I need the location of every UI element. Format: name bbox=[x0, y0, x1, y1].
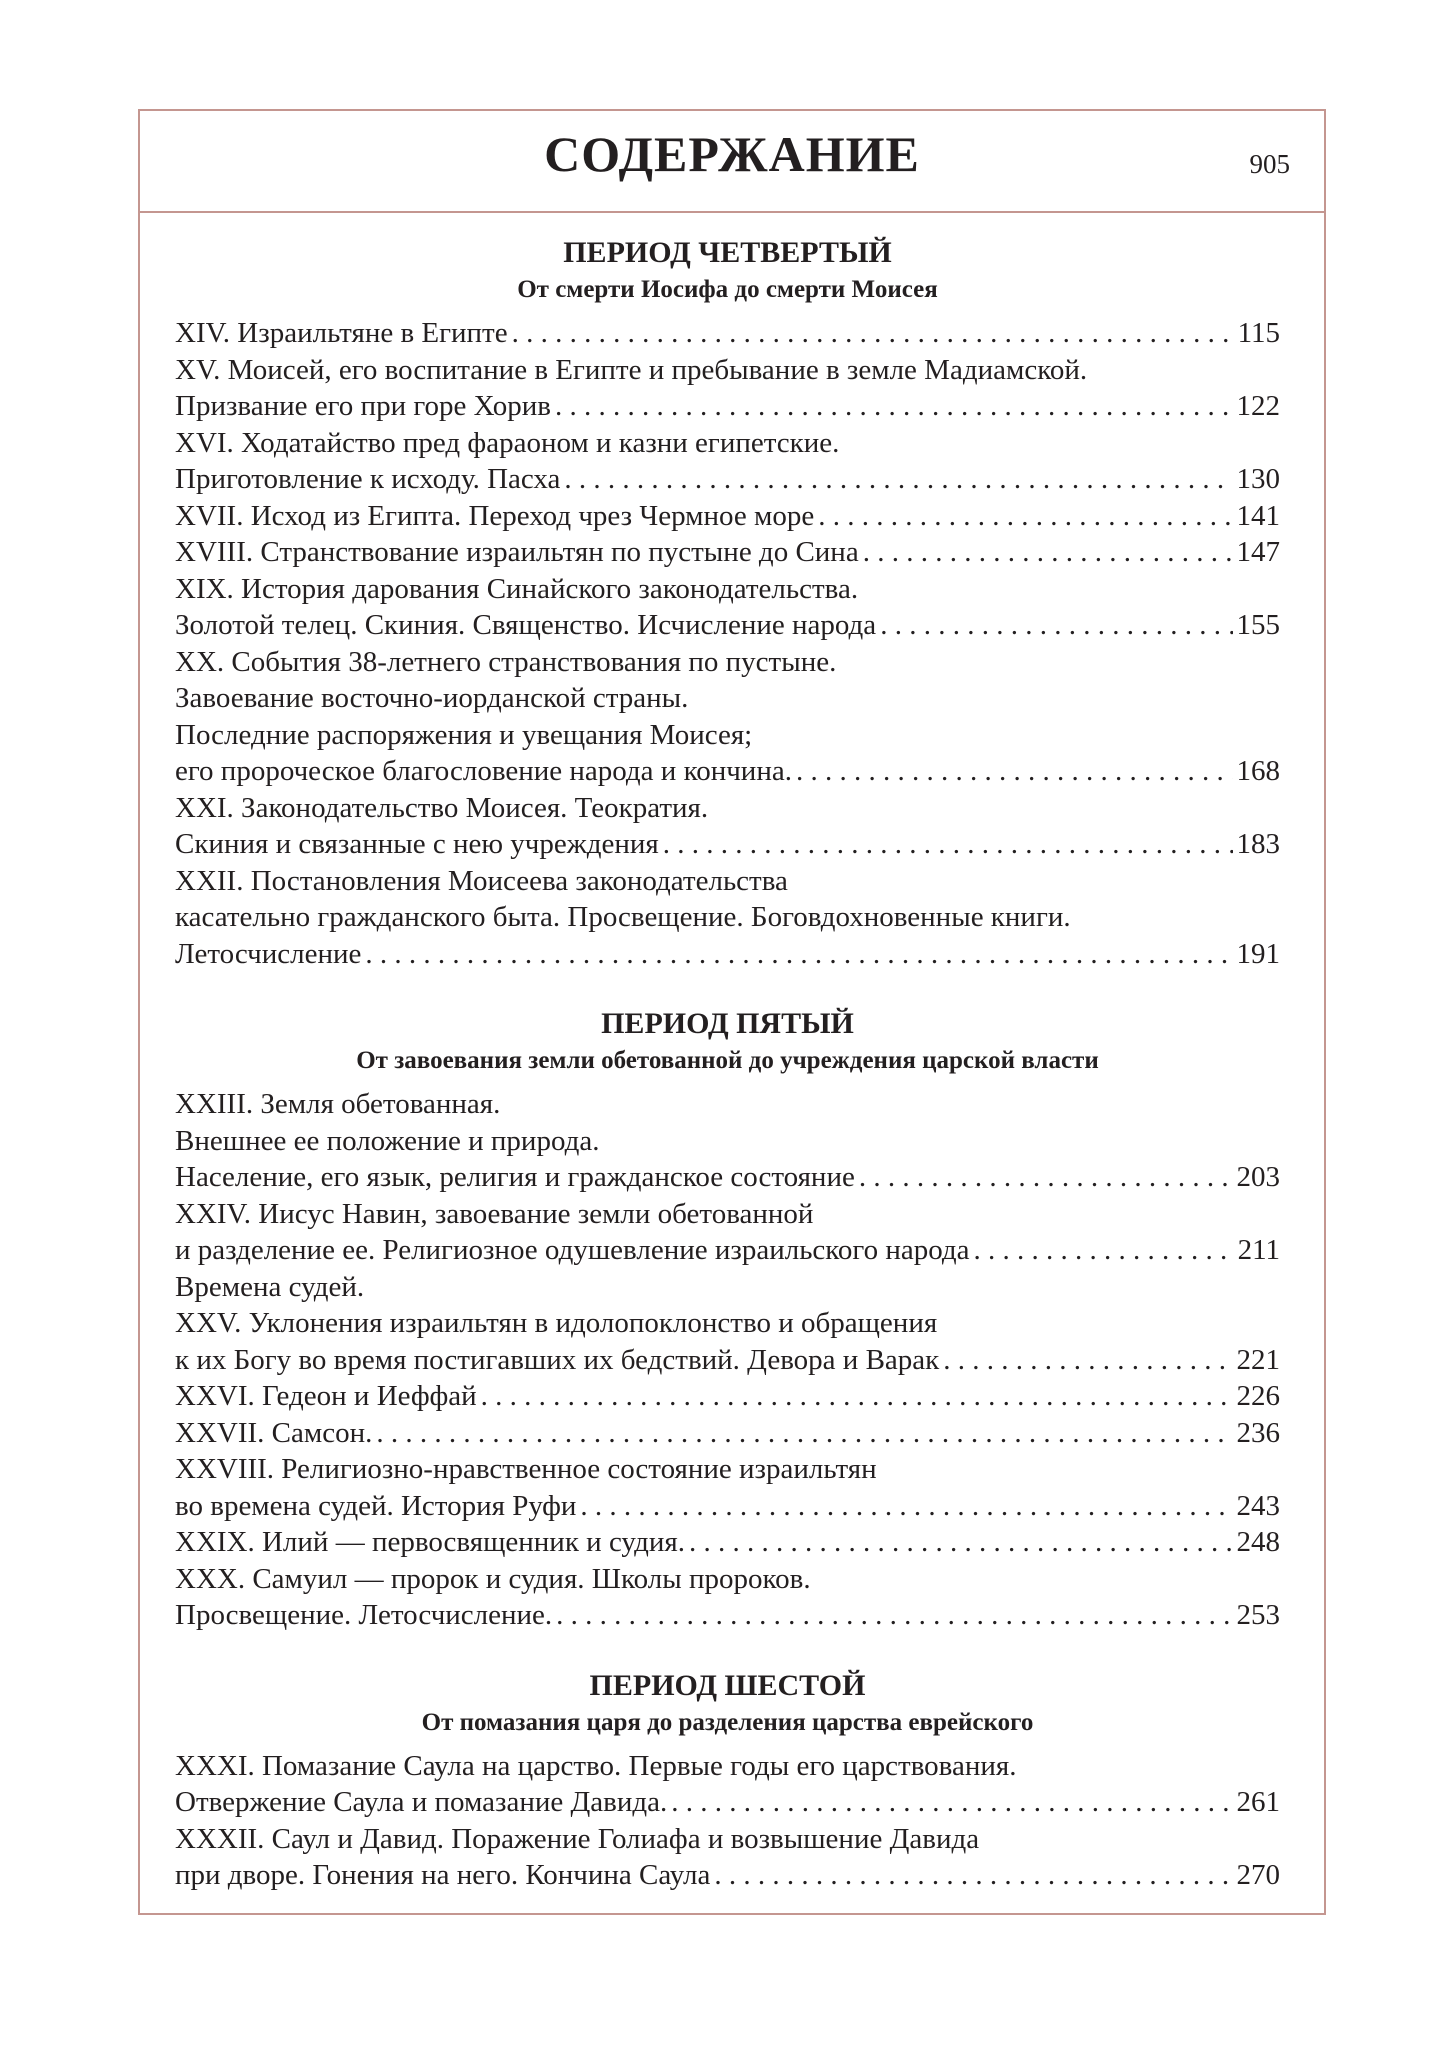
toc-line bbox=[175, 826, 1280, 863]
toc-line-text: XIV. Израильтяне в Египте bbox=[175, 317, 508, 349]
toc-line bbox=[175, 498, 1280, 535]
toc-line bbox=[175, 1488, 1280, 1525]
dot-leader bbox=[863, 534, 1233, 571]
toc-line bbox=[175, 644, 1280, 681]
toc-page-number: 226 bbox=[1236, 1380, 1280, 1412]
toc-line-text: Золотой телец. Скиния. Священство. Исчисление народа bbox=[175, 609, 877, 641]
dot-leader bbox=[974, 1232, 1234, 1269]
toc-line-text: XIX. История дарования Синайского законодательства. bbox=[175, 572, 859, 605]
toc-page-number: 248 bbox=[1236, 1526, 1280, 1558]
toc-line-text: к их Богу во время постигавших их бедствий. Девора и Варак bbox=[175, 1343, 940, 1376]
toc-line bbox=[175, 717, 1280, 754]
toc-line-text: Призвание его при горе Хорив bbox=[175, 390, 551, 422]
toc-line bbox=[175, 388, 1280, 425]
toc-line bbox=[175, 753, 1280, 790]
toc-line bbox=[175, 1196, 1280, 1233]
toc-entries bbox=[175, 1086, 1280, 1634]
toc-line-text: Отвержение Саула и помазание Давида. bbox=[175, 1786, 668, 1818]
dot-leader bbox=[943, 1342, 1232, 1379]
toc-line bbox=[175, 461, 1280, 498]
toc-line-text: XXIX. Илий — первосвященник и судия. bbox=[175, 1526, 685, 1558]
page-header bbox=[140, 111, 1324, 213]
toc-line-text: XVII. Исход из Египта. Переход чрез Чермное море bbox=[175, 499, 815, 532]
toc-line bbox=[175, 1524, 1280, 1561]
toc-line-text: Просвещение. Летосчисление. bbox=[175, 1599, 553, 1631]
period-subtitle: От завоевания земли обетованной до учреждения царской власти bbox=[356, 1047, 1099, 1074]
toc-page-number: 203 bbox=[1236, 1161, 1280, 1193]
dot-leader bbox=[365, 936, 1232, 973]
toc-line bbox=[175, 1857, 1280, 1894]
toc-line bbox=[175, 1123, 1280, 1160]
toc-line bbox=[175, 571, 1280, 608]
toc-line-text: XXVI. Гедеон и Иеффай bbox=[175, 1380, 477, 1412]
toc-line bbox=[175, 1342, 1280, 1379]
dot-leader bbox=[580, 1488, 1232, 1525]
period-heading bbox=[175, 1666, 1280, 1740]
toc-line-text: Население, его язык, религия и гражданское состояние bbox=[175, 1161, 855, 1193]
toc-line-text: XXX. Самуил — пророк и судия. Школы пророков. bbox=[175, 1562, 811, 1595]
toc-line bbox=[175, 790, 1280, 827]
period-title: ПЕРИОД ПЯТЫЙ bbox=[601, 1007, 854, 1040]
toc-line bbox=[175, 936, 1280, 973]
page-number: 905 bbox=[1249, 149, 1290, 179]
toc-line bbox=[175, 1232, 1280, 1269]
toc-line-text: XXI. Законодательство Моисея. Теократия. bbox=[175, 791, 709, 824]
toc-page-number: 270 bbox=[1236, 1859, 1280, 1891]
toc-page-number: 168 bbox=[1236, 755, 1280, 787]
dot-leader bbox=[714, 1857, 1232, 1894]
period-title: ПЕРИОД ЧЕТВЕРТЫЙ bbox=[563, 236, 892, 269]
toc-page-number: 115 bbox=[1237, 317, 1280, 349]
toc-page-number: 253 bbox=[1236, 1599, 1280, 1631]
toc-line bbox=[175, 352, 1280, 389]
period-section-sixth bbox=[175, 1666, 1280, 1894]
toc-page-number: 141 bbox=[1236, 499, 1280, 532]
period-subtitle: От смерти Иосифа до смерти Моисея bbox=[517, 276, 938, 303]
dot-leader bbox=[671, 1784, 1232, 1821]
toc-line-text: XXVII. Самсон. bbox=[175, 1416, 373, 1449]
toc-page-number: 211 bbox=[1237, 1234, 1280, 1266]
toc-line-text: XXVIII. Религиозно-нравственное состояние израильтян bbox=[175, 1453, 877, 1485]
period-title: ПЕРИОД ШЕСТОЙ bbox=[589, 1668, 866, 1702]
toc-line bbox=[175, 1269, 1280, 1306]
toc-line-text: касательно гражданского быта. Просвещение. Боговдохновенные книги. bbox=[175, 901, 1071, 933]
toc-line-text: XXIII. Земля обетованная. bbox=[175, 1088, 501, 1120]
dot-leader bbox=[796, 753, 1233, 790]
toc-line-text: XXXII. Саул и Давид. Поражение Голиафа и возвышение Давида bbox=[175, 1822, 980, 1855]
toc-page-number: 191 bbox=[1236, 937, 1280, 970]
dot-leader bbox=[689, 1524, 1233, 1561]
toc-line bbox=[175, 1561, 1280, 1598]
toc-line-text: XV. Моисей, его воспитание в Египте и пребывание в земле Мадиамской. bbox=[175, 353, 1088, 386]
toc-line-text: XXII. Постановления Моисеева законодательства bbox=[175, 864, 788, 897]
toc-line bbox=[175, 1159, 1280, 1196]
toc-page-number: 122 bbox=[1236, 390, 1280, 422]
toc-line-text: Времена судей. bbox=[175, 1270, 365, 1303]
toc-line bbox=[175, 1305, 1280, 1342]
period-subtitle: От помазания царя до разделения царства еврейского bbox=[421, 1708, 1034, 1736]
toc-line-text: Внешнее ее положение и природа. bbox=[175, 1124, 600, 1157]
toc-line-text: XX. События 38-летнего странствования по пустыне. bbox=[175, 645, 837, 678]
toc-line-text: XVI. Ходатайство пред фараоном и казни египетские. bbox=[175, 426, 840, 459]
dot-leader bbox=[556, 1597, 1232, 1634]
toc-line bbox=[175, 1821, 1280, 1858]
toc-line-text: и разделение ее. Религиозное одушевление израильского народа bbox=[175, 1234, 970, 1266]
toc-line-text: Летосчисление bbox=[175, 937, 362, 970]
toc-line-text: Последние распоряжения и увещания Моисея; bbox=[175, 718, 753, 751]
period-heading bbox=[175, 233, 1280, 307]
toc-line bbox=[175, 1784, 1280, 1821]
toc-line-text: Скиния и связанные с нею учреждения bbox=[175, 828, 659, 860]
dot-leader bbox=[663, 826, 1233, 863]
toc-line bbox=[175, 863, 1280, 900]
toc-page-number: 243 bbox=[1236, 1489, 1280, 1522]
dot-leader bbox=[555, 388, 1233, 425]
dot-leader bbox=[859, 1159, 1233, 1196]
toc-line-text: Приготовление к исходу. Пасха bbox=[175, 463, 561, 495]
toc-entries bbox=[175, 1748, 1280, 1894]
toc-page-number: 261 bbox=[1236, 1786, 1280, 1818]
dot-leader bbox=[481, 1378, 1233, 1415]
table-of-contents bbox=[140, 233, 1324, 1894]
toc-line-text: при дворе. Гонения на него. Кончина Саула bbox=[175, 1859, 711, 1891]
toc-line bbox=[175, 680, 1280, 717]
toc-line bbox=[175, 1378, 1280, 1415]
period-section-fifth bbox=[175, 1004, 1280, 1634]
dot-leader bbox=[880, 607, 1232, 644]
toc-page-number: 183 bbox=[1236, 828, 1280, 860]
toc-line bbox=[175, 534, 1280, 571]
toc-line bbox=[175, 899, 1280, 936]
period-section-fourth bbox=[175, 233, 1280, 972]
toc-page-number: 236 bbox=[1236, 1416, 1280, 1449]
toc-page-number: 221 bbox=[1236, 1343, 1280, 1376]
toc-page-number: 155 bbox=[1236, 609, 1280, 641]
toc-line bbox=[175, 1748, 1280, 1785]
toc-line-text: XXIV. Иисус Навин, завоевание земли обетованной bbox=[175, 1197, 814, 1230]
dot-leader bbox=[376, 1415, 1232, 1452]
dot-leader bbox=[564, 461, 1232, 498]
dot-leader bbox=[818, 498, 1232, 535]
toc-line-text: во времена судей. История Руфи bbox=[175, 1489, 577, 1522]
dot-leader bbox=[512, 315, 1234, 352]
toc-line-text: XXXI. Помазание Саула на царство. Первые годы его царствования. bbox=[175, 1749, 1017, 1782]
page-title: СОДЕРЖАНИЕ bbox=[544, 126, 920, 182]
page-frame bbox=[138, 109, 1326, 1915]
toc-line-text: Завоевание восточно-иорданской страны. bbox=[175, 682, 689, 714]
toc-line bbox=[175, 607, 1280, 644]
toc-page-number: 130 bbox=[1236, 463, 1280, 495]
toc-line bbox=[175, 1086, 1280, 1123]
toc-line-text: его пророческое благословение народа и кончина. bbox=[175, 755, 792, 787]
toc-line bbox=[175, 1451, 1280, 1488]
toc-line-text: XXV. Уклонения израильтян в идолопоклонство и обращения bbox=[175, 1307, 938, 1339]
toc-line bbox=[175, 1597, 1280, 1634]
toc-line bbox=[175, 315, 1280, 352]
toc-line-text: XVIII. Странствование израильтян по пустыне до Сина bbox=[175, 536, 859, 568]
period-heading bbox=[175, 1004, 1280, 1078]
toc-page-number: 147 bbox=[1236, 536, 1280, 568]
toc-line bbox=[175, 1415, 1280, 1452]
toc-line bbox=[175, 425, 1280, 462]
toc-entries bbox=[175, 315, 1280, 972]
